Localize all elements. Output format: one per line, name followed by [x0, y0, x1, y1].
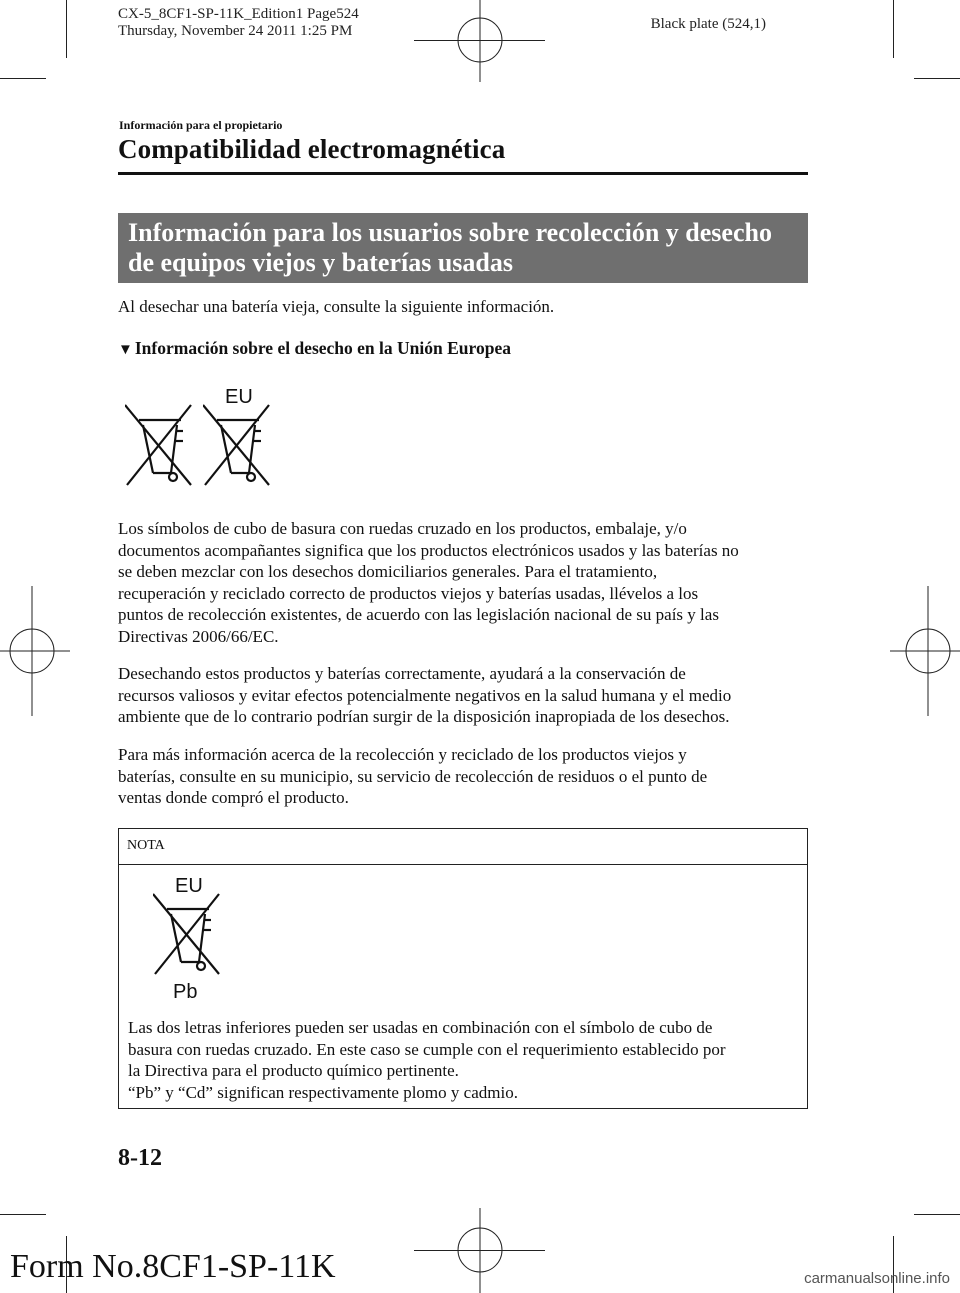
- note-pb-label: Pb: [173, 981, 198, 1003]
- section-heading: [118, 213, 808, 283]
- title-rule: [118, 172, 808, 175]
- paragraph-more-info: [118, 744, 818, 809]
- crossed-wheelie-bin-pb-icon: [153, 874, 233, 1004]
- registration-target-bottom-icon: [440, 1208, 520, 1293]
- paragraph-benefits: [118, 663, 818, 728]
- note-line: “Pb” y “Cd” significan respectivamente plomo y cadmio.: [128, 1082, 518, 1102]
- note-label: NOTA: [127, 838, 165, 853]
- registration-target-right-icon: [890, 586, 960, 716]
- paragraph-line: Desechando estos productos y baterías correctamente, ayudará a la conservación de: [118, 664, 686, 683]
- print-date-line: Thursday, November 24 2011 1:25 PM: [118, 23, 353, 39]
- section-heading-line-2: de equipos viejos y baterías usadas: [128, 248, 513, 277]
- note-eu-label: EU: [175, 875, 203, 897]
- crossed-wheelie-bin-icon: [125, 385, 205, 495]
- watermark: carmanualsonline.info: [804, 1270, 950, 1287]
- disposal-symbols: [125, 385, 285, 495]
- note-header: [119, 829, 807, 865]
- paragraph-line: se deben mezclar con los desechos domiciliarios generales. Para el tratamiento,: [118, 562, 658, 581]
- paragraph-line: recuperación y reciclado correcto de productos viejos y baterías usadas, llévelos a los: [118, 583, 699, 603]
- note-text: [128, 1017, 726, 1103]
- page-number: 8-12: [118, 1145, 162, 1171]
- paragraph-line: baterías, consulte en su municipio, su servicio de recolección de residuos o el punto de: [118, 766, 708, 786]
- note-line: Las dos letras inferiores pueden ser usadas en combinación con el símbolo de cubo de: [128, 1018, 713, 1037]
- note-box: [118, 828, 808, 1109]
- chapter-title: Compatibilidad electromagnética: [118, 134, 506, 164]
- subheading: [118, 338, 511, 359]
- eu-label: EU: [225, 386, 253, 408]
- form-number: Form No.8CF1-SP-11K: [10, 1248, 336, 1285]
- paragraph-line: Directivas 2006/66/EC.: [118, 626, 279, 646]
- print-file-line: CX-5_8CF1-SP-11K_Edition1 Page524: [118, 6, 359, 22]
- paragraph-line: puntos de recolección existentes, de acuerdo con las legislación nacional de su país y las: [118, 605, 719, 624]
- paragraph-line: Los símbolos de cubo de basura con ruedas cruzado en los productos, embalaje, y/o: [118, 519, 687, 538]
- paragraph-line: ambiente que de lo contrario podrían surgir de la disposición inapropiada de los desechos.: [118, 707, 730, 726]
- paragraph-symbols-meaning: [118, 518, 818, 647]
- section-heading-line-1: Información para los usuarios sobre recolección y desecho: [128, 218, 772, 247]
- note-line: la Directiva para el producto químico pertinente.: [128, 1061, 459, 1080]
- intro-paragraph: Al desechar una batería vieja, consulte la siguiente información.: [118, 297, 555, 316]
- plate-label: Black plate (524,1): [650, 16, 766, 32]
- registration-target-top-icon: [440, 0, 520, 82]
- crossed-wheelie-bin-eu-icon: [203, 385, 283, 495]
- note-line: basura con ruedas cruzado. En este caso se cumple con el requerimiento establecido por: [128, 1039, 726, 1059]
- paragraph-line: recursos valiosos y evitar efectos potencialmente negativos en la salud humana y el medio: [118, 685, 732, 705]
- subheading-text: Información sobre el desecho en la Unión Europea: [134, 338, 511, 358]
- registration-target-left-icon: [0, 586, 70, 716]
- paragraph-line: ventas donde compró el producto.: [118, 788, 349, 807]
- paragraph-line: documentos acompañantes significa que los productos electrónicos usados y las baterías no: [118, 540, 739, 560]
- section-label: Información para el propietario: [119, 118, 283, 132]
- triangle-marker-icon: ▼: [118, 342, 133, 358]
- print-file-info: [118, 6, 359, 40]
- paragraph-line: Para más información acerca de la recolección y reciclado de los productos viejos y: [118, 745, 687, 764]
